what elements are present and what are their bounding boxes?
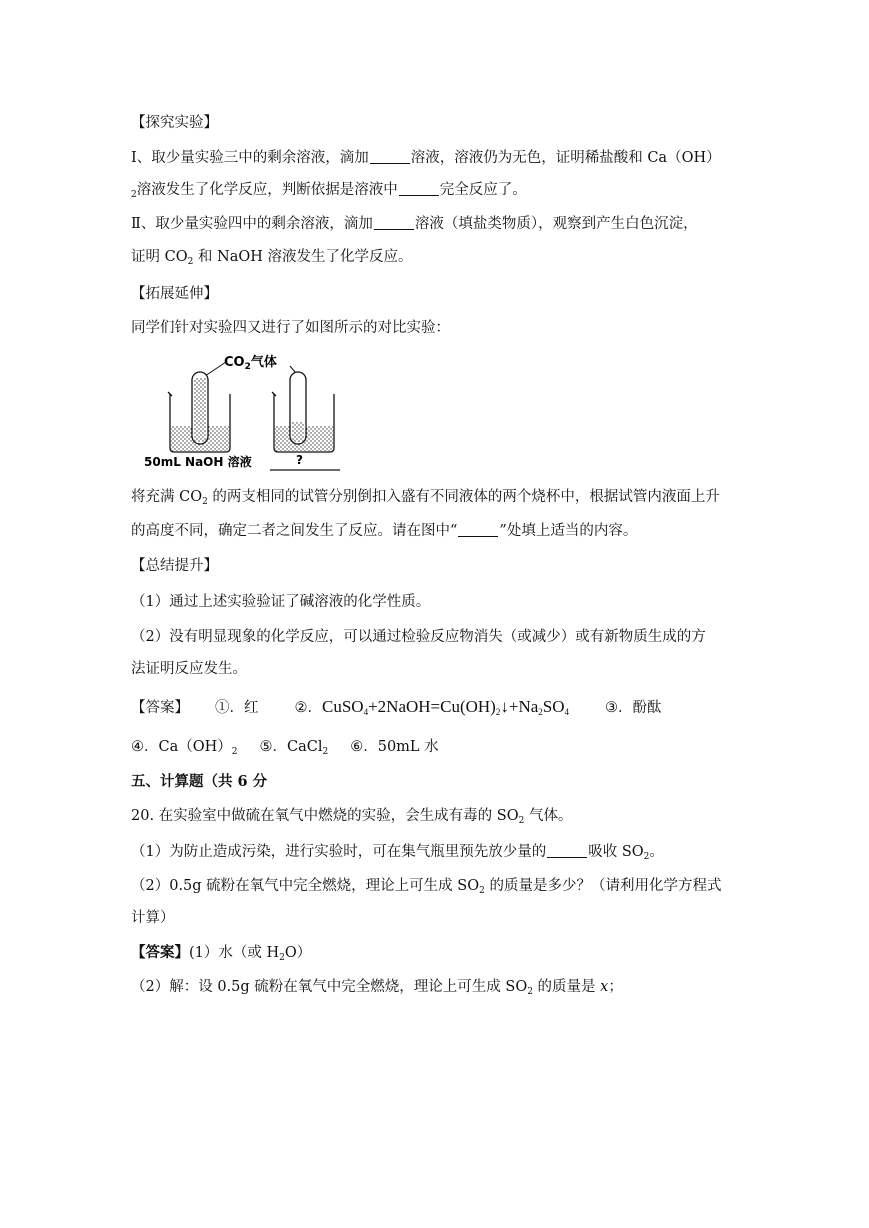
- answer-blank: [370, 149, 410, 164]
- answer-label: 【答案】: [131, 700, 189, 716]
- answer-line-1: 【答案】 ①．红 ②．$CuSO_4+2NaOH=Cu(OH)_2↓+Na_2SO_4$ ③．酚酞: [131, 697, 662, 717]
- extend-line-1: 将充满 $CO_2$ 的两支相同的试管分别倒扣入盛有不同液体的两个烧杯中，根据试管内液面上升: [131, 489, 720, 507]
- answer-blank: [399, 181, 439, 196]
- answer-label: 【答案】: [131, 944, 189, 961]
- explore-line-2: $_2$溶液发生了化学反应，判断依据是溶液中 完全反应了。: [131, 182, 527, 200]
- left-beaker-label: 50mL NaOH 溶液: [144, 455, 252, 469]
- chemical-equation: $CuSO_4+2NaOH=Cu(OH)_2↓+Na_2SO_4$: [322, 697, 570, 717]
- answer-blank: [458, 522, 498, 537]
- answer-blank: [547, 843, 587, 858]
- gas-label: $CO_2$气体: [224, 355, 277, 372]
- explore-line-3: Ⅱ、取少量实验四中的剩余溶液，滴加 溶液（填盐类物质），观察到产生白色沉淀，: [131, 216, 698, 232]
- q20-stem: 20. 在实验室中做硫在氧气中燃烧的实验，会生成有毒的 $SO_2$ 气体。: [131, 808, 573, 826]
- explore-line-4: 证明 $CO_2$ 和 NaOH 溶液发生了化学反应。: [131, 249, 413, 267]
- beaker-figure: [140, 350, 350, 475]
- q20-part-1: （1）为防止造成污染，进行实验时，可在集气瓶里预先放少量的 吸收 $SO_2$。: [131, 844, 664, 862]
- right-beaker: [272, 372, 334, 452]
- summary-p1: （1）通过上述实验验证了碱溶液的化学性质。: [131, 594, 431, 610]
- answer-line-2: ④．$Ca(OH)_2$ ⑤．CaCl$_2$ ⑥．50mL 水: [131, 739, 439, 757]
- left-beaker: [168, 372, 230, 452]
- section-heading: 五、计算题（共 6 分: [131, 773, 268, 790]
- q20-answer-1: 【答案】(1）水（或 $H_2O$）: [131, 944, 312, 963]
- extend-line-2: 的高度不同，确定二者之间发生了反应。请在图中“ ”处填上适当的内容。: [131, 523, 638, 539]
- q20-answer-2: （2）解：设 0.5g 硫粉在氧气中完全燃烧，理论上可生成 $SO_2$ 的质量是 x；: [131, 979, 623, 997]
- right-beaker-label: ?: [296, 453, 303, 467]
- explore-line-1: Ⅰ、取少量实验三中的剩余溶液，滴加 溶液，溶液仍为无色，证明稀盐酸和 Ca（OH）: [131, 150, 721, 166]
- answer-blank: [374, 215, 414, 230]
- summary-heading: 【总结提升】: [131, 558, 218, 574]
- q20-part-2: （2）0.5g 硫粉在氧气中完全燃烧，理论上可生成 $SO_2$ 的质量是多少？（请利用化学方程式: [131, 878, 722, 896]
- extend-intro: 同学们针对实验四又进行了如图所示的对比实验：: [131, 320, 450, 336]
- explore-heading: 【探究实验】: [131, 115, 218, 131]
- extend-heading: 【拓展延伸】: [131, 286, 218, 302]
- summary-p2a: （2）没有明显现象的化学反应，可以通过检验反应物消失（或减少）或有新物质生成的方: [131, 629, 706, 645]
- summary-p2b: 法证明反应发生。: [131, 661, 247, 677]
- q20-part-2-cont: 计算）: [131, 910, 175, 926]
